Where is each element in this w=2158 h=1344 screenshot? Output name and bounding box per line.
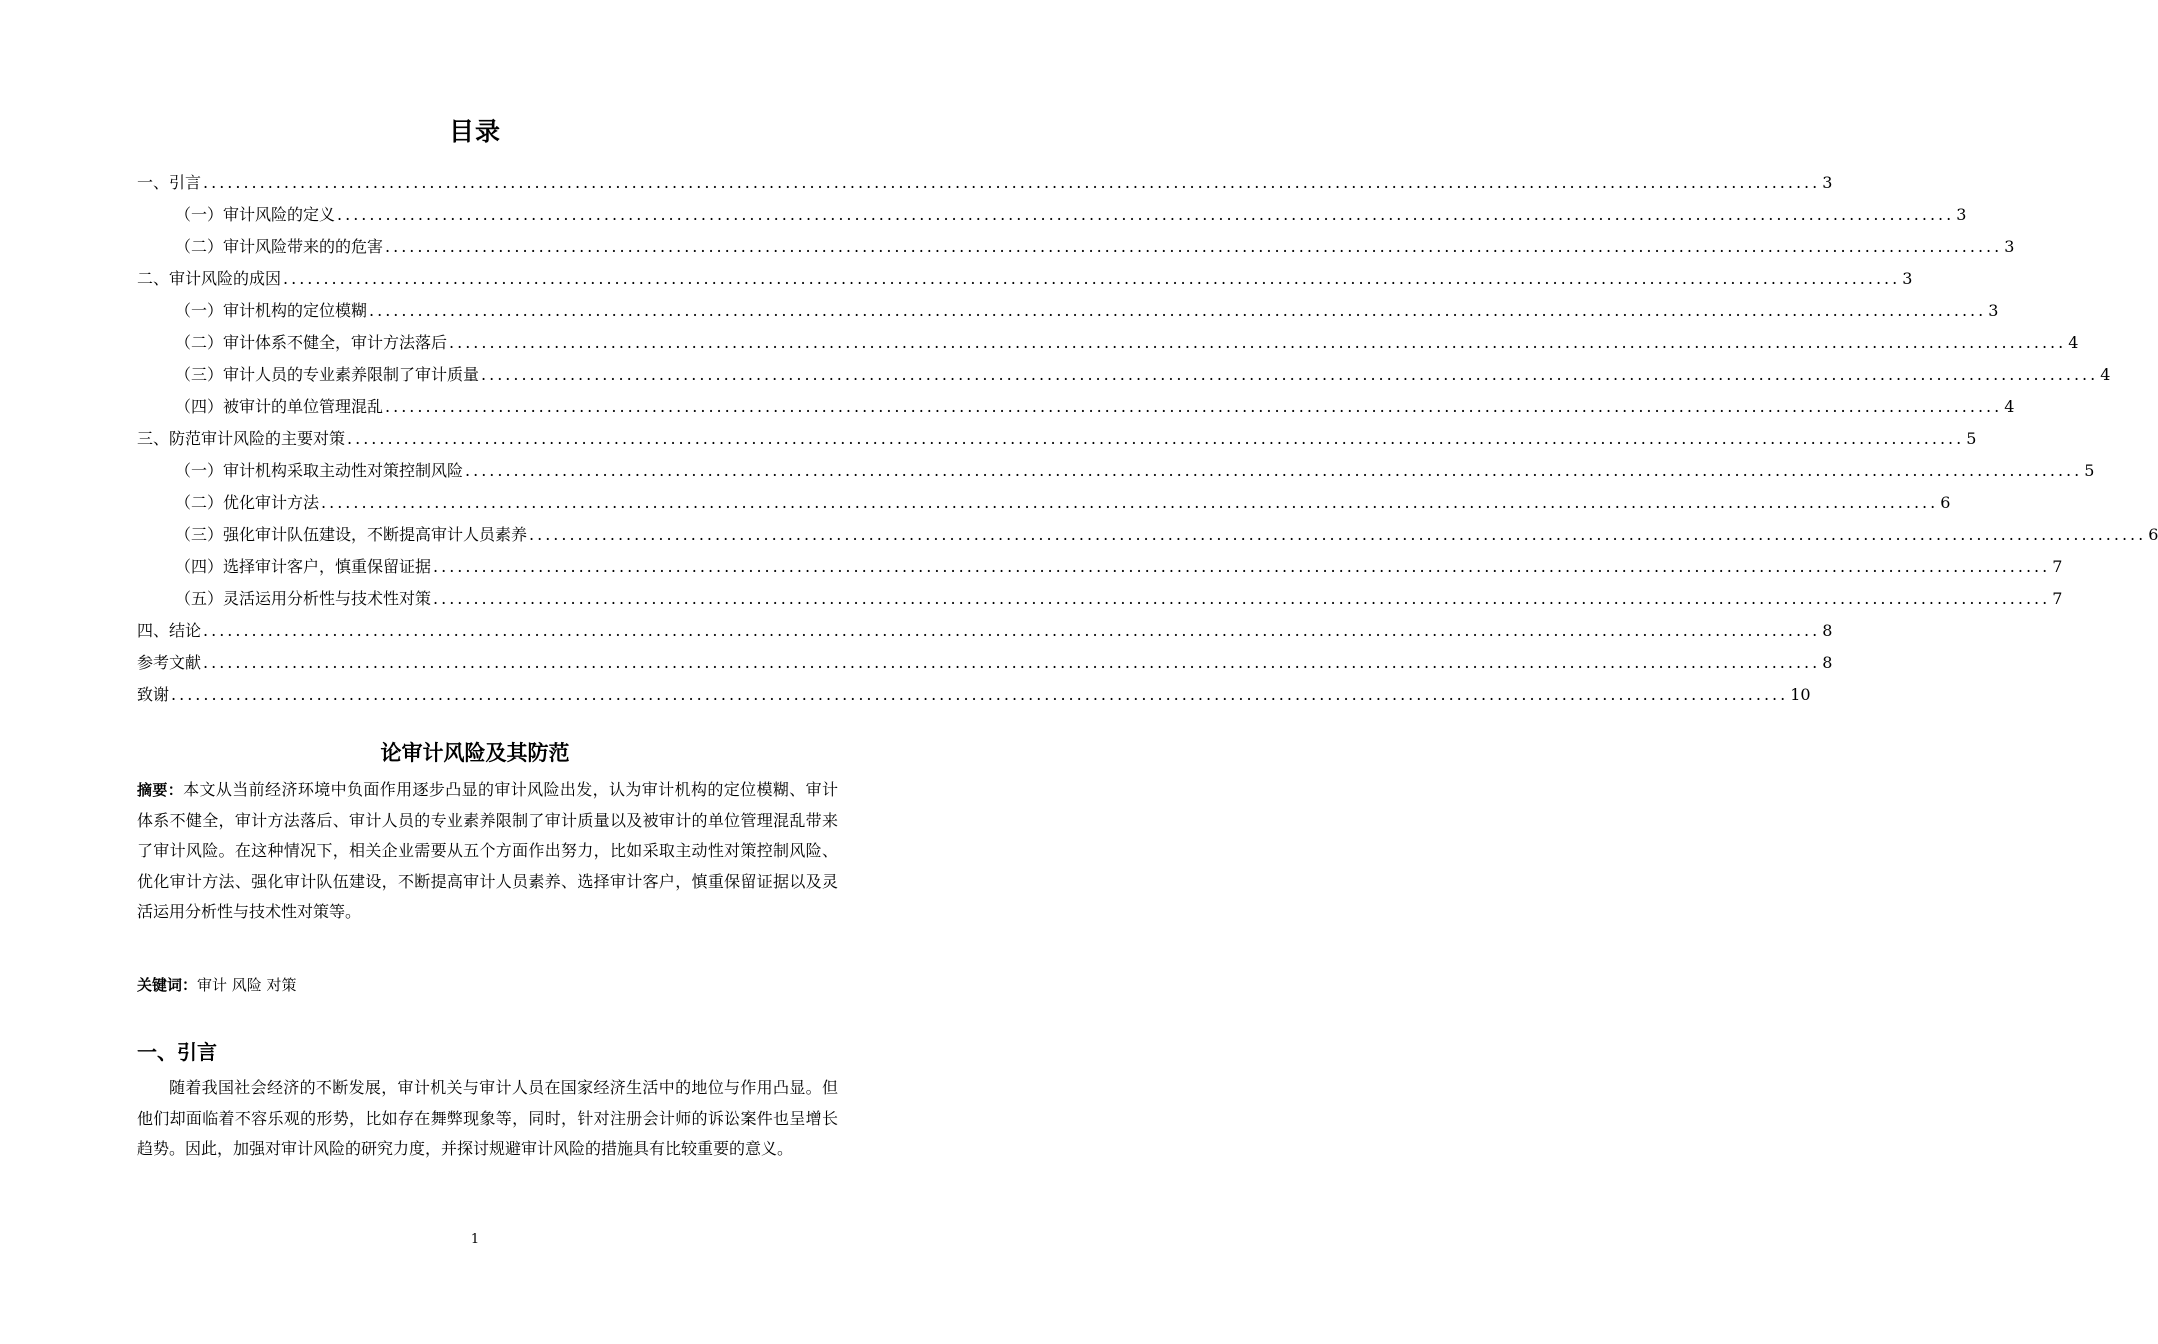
toc-entry-page: 6 bbox=[2148, 525, 2158, 544]
toc-entry-label: （五）灵活运用分析性与技术性对策 bbox=[175, 589, 432, 608]
toc-entry[interactable] bbox=[137, 487, 1951, 519]
toc-entry-page: 5 bbox=[2084, 461, 2095, 480]
toc-entry[interactable] bbox=[137, 647, 1833, 679]
toc-entry[interactable] bbox=[137, 359, 2111, 391]
toc-entry-label: 三、防范审计风险的主要对策 bbox=[137, 429, 346, 448]
toc-entry[interactable] bbox=[137, 199, 1967, 231]
toc-entry[interactable] bbox=[137, 295, 1999, 327]
toc-leader: ........................................................................................................................................................................................................ bbox=[203, 621, 1821, 640]
toc-entry[interactable] bbox=[137, 391, 2015, 423]
abstract-label: 摘要： bbox=[137, 781, 184, 799]
toc-entry[interactable] bbox=[137, 231, 2015, 263]
toc-entry-label: （一）审计风险的定义 bbox=[175, 205, 336, 224]
toc-leader: ........................................................................................................................................................................................................ bbox=[321, 493, 1939, 512]
toc-entry[interactable] bbox=[137, 551, 2063, 583]
toc-entry-page: 8 bbox=[1822, 653, 1833, 672]
keywords bbox=[137, 972, 838, 998]
toc-leader: ........................................................................................................................................................................................................ bbox=[337, 205, 1955, 224]
toc-entry[interactable] bbox=[137, 423, 1977, 455]
toc-entry[interactable] bbox=[137, 583, 2063, 615]
introduction-paragraph: 随着我国社会经济的不断发展，审计机关与审计人员在国家经济生活中的地位与作用凸显。但他们却面临着不容乐观的形势，比如存在舞弊现象等，同时，针对注册会计师的诉讼案件也呈增长趋势。因此，加强对审计风险的研究力度，并探讨规避审计风险的措施具有比较重要的意义。 bbox=[137, 1078, 838, 1158]
keywords-text: 审计 风险 对策 bbox=[197, 976, 297, 994]
toc-entry-label: 致谢 bbox=[137, 685, 170, 704]
table-of-contents bbox=[137, 167, 2158, 711]
toc-leader: ........................................................................................................................................................................................................ bbox=[481, 365, 2099, 384]
toc-leader: ........................................................................................................................................................................................................ bbox=[449, 333, 2067, 352]
toc-leader: ........................................................................................................................................................................................................ bbox=[203, 173, 1821, 192]
toc-entry-page: 4 bbox=[2004, 397, 2015, 416]
toc-entry-page: 7 bbox=[2052, 589, 2063, 608]
toc-entry-label: 一、引言 bbox=[137, 173, 202, 192]
toc-leader: ........................................................................................................................................................................................................ bbox=[203, 653, 1821, 672]
toc-entry-page: 3 bbox=[1902, 269, 1913, 288]
toc-entry-label: 四、结论 bbox=[137, 621, 202, 640]
abstract-text: 本文从当前经济环境中负面作用逐步凸显的审计风险出发，认为审计机构的定位模糊、审计体系不健全，审计方法落后、审计人员的专业素养限制了审计质量以及被审计的单位管理混乱带来了审计风险。在这种情况下，相关企业需要从五个方面作出努力，比如采取主动性对策控制风险、优化审计方法、强化审计队伍建设，不断提高审计人员素养、选择审计客户，慎重保留证据以及灵活运用分析性与技术性对策等。 bbox=[137, 780, 838, 921]
toc-leader: ........................................................................................................................................................................................................ bbox=[283, 269, 1901, 288]
toc-entry-page: 5 bbox=[1966, 429, 1977, 448]
toc-entry[interactable] bbox=[137, 455, 2095, 487]
toc-leader: ........................................................................................................................................................................................................ bbox=[171, 685, 1789, 704]
toc-leader: ........................................................................................................................................................................................................ bbox=[385, 397, 2003, 416]
abstract bbox=[137, 775, 838, 928]
toc-entry-label: （四）被审计的单位管理混乱 bbox=[175, 397, 384, 416]
keywords-label: 关键词： bbox=[137, 976, 198, 994]
toc-entry-label: （二）优化审计方法 bbox=[175, 493, 320, 512]
toc-entry[interactable] bbox=[137, 519, 2158, 551]
toc-entry-label: （一）审计机构采取主动性对策控制风险 bbox=[175, 461, 464, 480]
toc-entry-label: （四）选择审计客户，慎重保留证据 bbox=[175, 557, 432, 576]
toc-entry-page: 6 bbox=[1940, 493, 1951, 512]
toc-entry[interactable] bbox=[137, 615, 1833, 647]
paper-title: 论审计风险及其防范 bbox=[380, 741, 570, 765]
toc-entry-page: 8 bbox=[1822, 621, 1833, 640]
toc-entry-page: 10 bbox=[1790, 685, 1811, 704]
toc-entry-page: 4 bbox=[2100, 365, 2111, 384]
toc-entry-page: 3 bbox=[1956, 205, 1967, 224]
toc-entry-label: 参考文献 bbox=[137, 653, 202, 672]
toc-entry-label: （一）审计机构的定位模糊 bbox=[175, 301, 368, 320]
toc-entry[interactable] bbox=[137, 327, 2079, 359]
toc-leader: ........................................................................................................................................................................................................ bbox=[465, 461, 2083, 480]
toc-leader: ........................................................................................................................................................................................................ bbox=[369, 301, 1987, 320]
toc-leader: ........................................................................................................................................................................................................ bbox=[433, 589, 2051, 608]
page-number: 1 bbox=[470, 1232, 480, 1247]
toc-leader: ........................................................................................................................................................................................................ bbox=[433, 557, 2051, 576]
toc-leader: ........................................................................................................................................................................................................ bbox=[385, 237, 2003, 256]
toc-entry-label: 二、审计风险的成因 bbox=[137, 269, 282, 288]
toc-entry-page: 3 bbox=[2004, 237, 2015, 256]
toc-entry-label: （二）审计风险带来的的危害 bbox=[175, 237, 384, 256]
toc-entry-label: （三）强化审计队伍建设，不断提高审计人员素养 bbox=[175, 525, 528, 544]
toc-leader: ........................................................................................................................................................................................................ bbox=[529, 525, 2147, 544]
toc-entry-page: 7 bbox=[2052, 557, 2063, 576]
toc-entry[interactable] bbox=[137, 679, 1811, 711]
toc-entry-page: 3 bbox=[1822, 173, 1833, 192]
toc-entry-page: 3 bbox=[1988, 301, 1999, 320]
toc-entry[interactable] bbox=[137, 167, 1833, 199]
toc-entry-label: （三）审计人员的专业素养限制了审计质量 bbox=[175, 365, 480, 384]
toc-entry-label: （二）审计体系不健全，审计方法落后 bbox=[175, 333, 448, 352]
section-heading-introduction: 一、引言 bbox=[137, 1040, 217, 1064]
toc-leader: ........................................................................................................................................................................................................ bbox=[347, 429, 1965, 448]
toc-entry[interactable] bbox=[137, 263, 1913, 295]
toc-entry-page: 4 bbox=[2068, 333, 2079, 352]
toc-title: 目录 bbox=[448, 117, 501, 146]
